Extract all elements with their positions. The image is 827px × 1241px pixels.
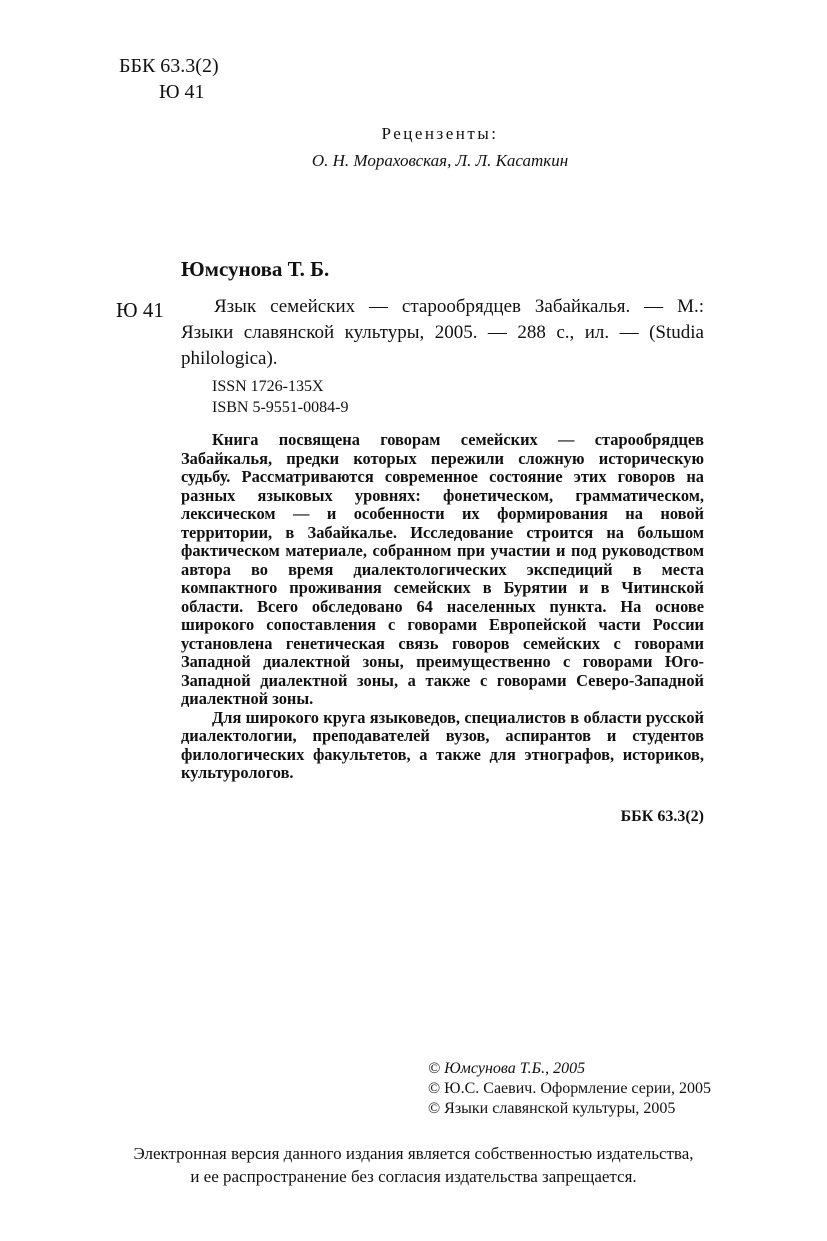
annotation xyxy=(181,431,704,783)
author-name: Юмсунова Т. Б. xyxy=(181,257,330,281)
electronic-edition-notice xyxy=(60,1142,767,1188)
copyright-block xyxy=(428,1059,711,1119)
reviewers-heading: Рецензенты: xyxy=(381,124,499,143)
annotation-paragraph-2: Для широкого круга языковедов, специалистов в области русской диалектологии, преподавателей вузов, аспирантов и студентов филологических факультетов, а также для этнографов, историков, культурологов. xyxy=(181,707,704,782)
issn: ISSN 1726-135X xyxy=(212,378,324,395)
author-mark-left: Ю 41 xyxy=(116,298,164,322)
identifiers xyxy=(212,376,348,418)
copyright-series-design: © Ю.С. Саевич. Оформление серии, 2005 xyxy=(428,1080,711,1097)
notice-line-1: Электронная версия данного издания является собственностью издательства, xyxy=(133,1144,694,1163)
isbn: ISBN 5-9551-0084-9 xyxy=(212,399,349,416)
bbk-classification-bottom: ББК 63.3(2) xyxy=(620,808,704,825)
bibliographic-citation: Язык семейских — старообрядцев Забайкалья. — М.: Языки славянской культуры, 2005. — 288 с., ил. — (Studia philologica). xyxy=(181,296,704,369)
bbk-code: ББК 63.3(2) xyxy=(119,55,219,77)
bbk-classification-top xyxy=(119,53,219,105)
copyright-publisher: © Языки славянской культуры, 2005 xyxy=(428,1100,676,1117)
reviewers-names: О. Н. Мораховская, Л. Л. Касаткин xyxy=(311,151,569,170)
annotation-paragraph-1: Книга посвящена говорам семейских — старообрядцев Забайкалья, предки которых пережили сложную историческую судьбу. Рассматриваются современное состояние этих говоров на разных языковых уровнях: фонетическом, грамматическом, лексическом — и особенности их формирования на новой территории, в Забайкалье. Исследование строится на большом фактическом материале, собранном при участии и под руководством автора во время диалектологических экспедиций в места компактного проживания семейских в Бурятии и в Читинской области. Всего обследовано 64 населенных пункта. На основе широкого сопоставления с говорами Европейской части России установлена генетическая связь говоров семейских с говорами Западной диалектной зоны, преимущественно с говорами Юго-Западной диалектной зоны, а также с говорами Северо-Западной диалектной зоны. xyxy=(181,430,704,708)
reviewers-block xyxy=(300,120,580,174)
author-mark: Ю 41 xyxy=(159,81,205,103)
notice-line-2: и ее распространение без согласия издательства запрещается. xyxy=(190,1167,637,1186)
copyright-author: © Юмсунова Т.Б., 2005 xyxy=(428,1060,586,1077)
